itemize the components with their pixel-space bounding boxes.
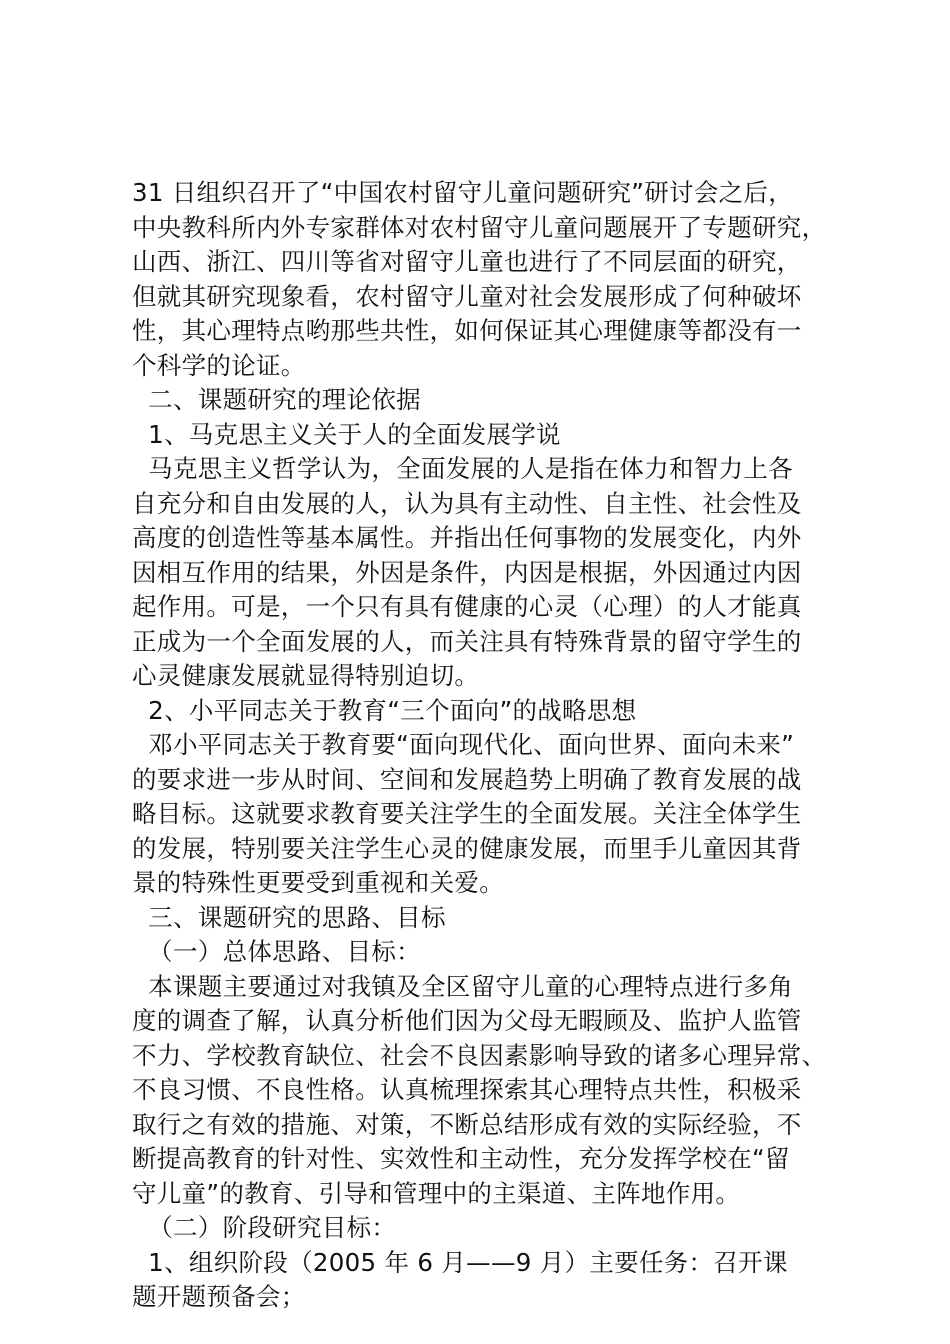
text-line: 本课题主要通过对我镇及全区留守儿童的心理特点进行多角 (132, 971, 793, 1001)
text-line: 起作用。可是，一个只有具有健康的心灵（心理）的人才能真 (132, 592, 802, 621)
text-line: 守儿童”的教育、引导和管理中的主渠道、主阵地作用。 (132, 1178, 741, 1208)
subsection-heading: 2、小平同志关于教育“三个面向”的战略思想 (132, 695, 637, 725)
text-line: 的发展，特别要关注学生心灵的健康发展，而里手儿童因其背 (132, 833, 802, 863)
text-line: 度的调查了解，认真分析他们因为父母无暇顾及、监护人监管 (132, 1006, 802, 1035)
text-line: 1、组织阶段（2005 年 6 月——9 月）主要任务：召开课 (132, 1247, 788, 1277)
text-line: 略目标。这就要求教育要关注学生的全面发展。关注全体学生 (132, 799, 802, 828)
subsection-heading: （二）阶段研究目标： (132, 1213, 397, 1242)
section-heading: 三、课题研究的思路、目标 (132, 902, 446, 932)
text-line: 题开题预备会； (132, 1282, 306, 1311)
subsection-heading: （一）总体思路、目标： (132, 937, 421, 966)
text-line: 的要求进一步从时间、空间和发展趋势上明确了教育发展的战 (132, 764, 802, 794)
text-line: 因相互作用的结果，外因是条件，内因是根据，外因通过内因 (132, 557, 802, 587)
text-line: 个科学的论证。 (132, 350, 306, 380)
text-line: 马克思主义哲学认为，全面发展的人是指在体力和智力上各 (132, 454, 793, 483)
text-line: 心灵健康发展就显得特别迫切。 (132, 661, 480, 690)
text-line: 不力、学校教育缺位、社会不良因素影响导致的诸多心理异常、 (132, 1040, 827, 1070)
text-line: 正成为一个全面发展的人，而关注具有特殊背景的留守学生的 (132, 626, 802, 656)
text-line: 景的特殊性更要受到重视和关爱。 (132, 868, 504, 897)
text-line: 性，其心理特点哟那些共性，如何保证其心理健康等都没有一 (132, 316, 802, 345)
section-heading: 二、课题研究的理论依据 (132, 385, 421, 414)
text-line: 31 日组织召开了“中国农村留守儿童问题研究”研讨会之后， (132, 178, 794, 207)
document-body (132, 176, 832, 1315)
text-line: 邓小平同志关于教育要“面向现代化、面向世界、面向未来” (132, 730, 795, 759)
text-line: 不良习惯、不良性格。认真梳理探索其心理特点共性，积极采 (132, 1075, 802, 1104)
text-line: 中央教科所内外专家群体对农村留守儿童问题展开了专题研究， (132, 212, 827, 242)
text-line: 山西、浙江、四川等省对留守儿童也进行了不同层面的研究， (132, 247, 802, 276)
subsection-heading: 1、马克思主义关于人的全面发展学说 (132, 419, 561, 449)
text-line: 断提高教育的针对性、实效性和主动性，充分发挥学校在“留 (132, 1144, 790, 1173)
text-line: 取行之有效的措施、对策，不断总结形成有效的实际经验，不 (132, 1109, 802, 1139)
text-line: 自充分和自由发展的人，认为具有主动性、自主性、社会性及 (132, 488, 802, 518)
text-line: 高度的创造性等基本属性。并指出任何事物的发展变化，内外 (132, 523, 802, 552)
text-line: 但就其研究现象看，农村留守儿童对社会发展形成了何种破坏 (132, 281, 802, 311)
